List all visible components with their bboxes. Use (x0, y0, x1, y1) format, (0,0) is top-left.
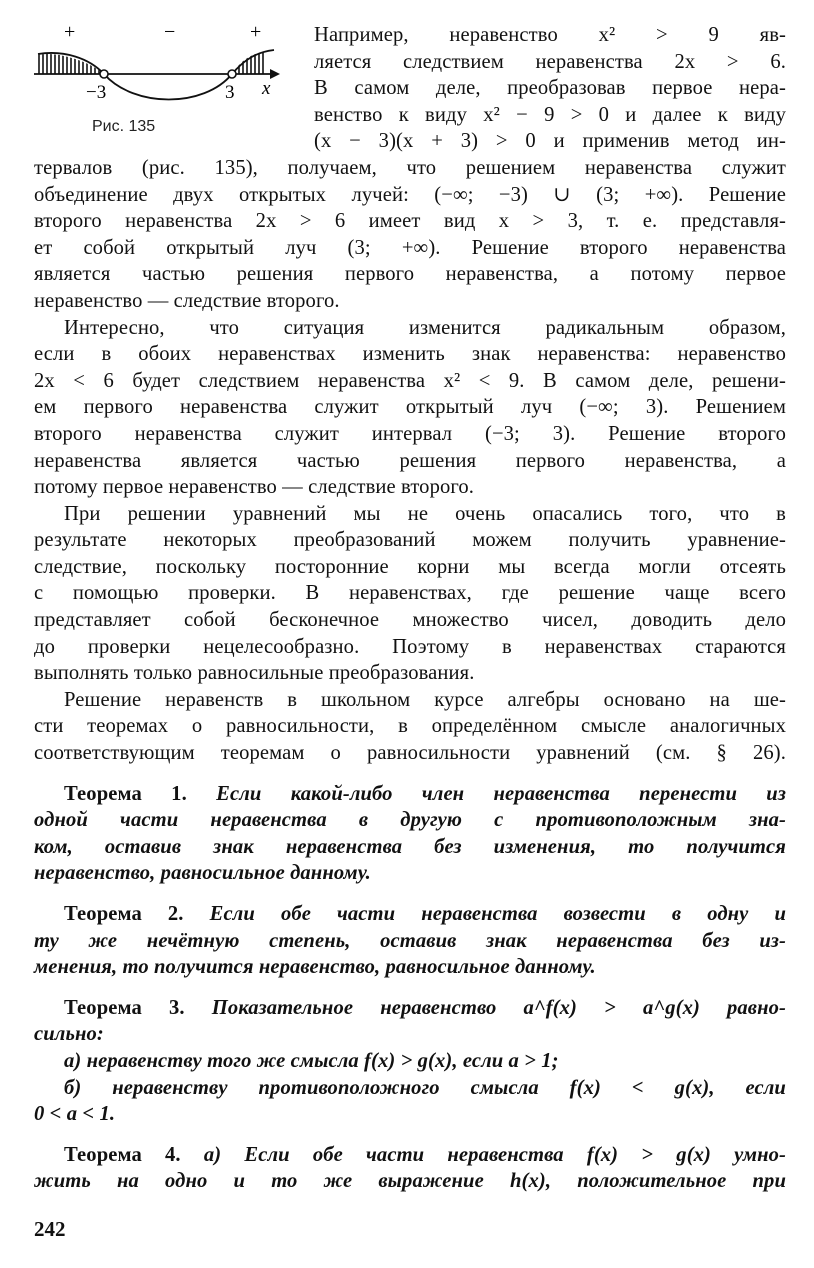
theorem-text: Если какой-либо член неравенства перенести из (216, 782, 786, 805)
text-line: неравенства является частью решения первого неравенства, а (34, 449, 786, 472)
theorem-2 (34, 901, 786, 981)
theorem-text: менения, то получится неравенство, равносильное данному. (34, 956, 596, 979)
text-line (34, 901, 786, 928)
theorem-label: Теорема 1. (64, 782, 187, 805)
paragraph-2 (34, 315, 786, 501)
theorem-item-b: б) неравенству противоположного смысла f(x) < g(x), если (64, 1076, 786, 1099)
text-line: ляется следствием неравенства 2x > 6. (314, 50, 786, 73)
figure-135 (34, 22, 284, 137)
text-line: выполнять только равносильные преобразования. (34, 662, 475, 685)
theorem-1 (34, 781, 786, 887)
point-label-right: 3 (225, 82, 235, 103)
text-line: с помощью проверки. В неравенствах, где решение чаще всего (34, 582, 786, 605)
text-line: ет собой открытый луч (3; +∞). Решение второго неравенства (34, 236, 786, 259)
open-point-right (228, 70, 236, 78)
axis-arrow-icon (270, 69, 280, 79)
text-line: если в обоих неравенствах изменить знак неравенства: неравенство (34, 343, 786, 366)
text-line: Например, неравенство x² > 9 яв- (314, 24, 786, 46)
open-point-left (100, 70, 108, 78)
intro-block (34, 22, 786, 155)
text-line: представляет собой бесконечное множество чисел, доводить дело (34, 609, 786, 632)
text-line: венство к виду x² − 9 > 0 и далее к виду (314, 103, 786, 126)
theorem-text: одной части неравенства в другую с противоположным зна- (34, 809, 786, 832)
text-line (34, 781, 786, 808)
text-line: неравенство — следствие второго. (34, 289, 340, 312)
text-line: второго неравенства 2x > 6 имеет вид x > 3, т. е. представля- (34, 210, 786, 233)
text-line: ем первого неравенства служит открытый луч (−∞; 3). Решением (34, 396, 786, 419)
paragraph-4 (34, 687, 786, 767)
text-line: является частью решения первого неравенства, а потому первое (34, 263, 786, 286)
text-line: соответствующим теоремам о равносильности уравнений (см. § 26). (34, 742, 786, 765)
text-line: Решение неравенств в школьном курсе алгебры основано на ше- (64, 688, 786, 711)
paragraph-3 (34, 501, 786, 687)
text-line: второго неравенства служит интервал (−3; 3). Решение второго (34, 422, 786, 445)
text-line (34, 1142, 786, 1169)
axis-label: x (262, 78, 271, 99)
theorem-label: Теорема 3. (64, 996, 185, 1019)
text-line: 2x < 6 будет следствием неравенства x² < 9. В самом деле, решени- (34, 369, 786, 392)
hatch-left (36, 54, 104, 74)
text-line: потому первое неравенство — следствие второго. (34, 476, 475, 499)
text-line: В самом деле, преобразовав первое нера- (314, 77, 786, 100)
sign-plus-right: + (250, 22, 262, 43)
text-line: тервалов (рис. 135), получаем, что решением неравенства служит (34, 156, 786, 179)
text-line: При решении уравнений мы не очень опасались того, что в (64, 502, 786, 525)
theorem-text: Если обе части неравенства возвести в одну и (209, 903, 787, 925)
theorem-text: Показательное неравенство a^f(x) > a^g(x) равно- (211, 996, 786, 1019)
text-line (34, 995, 786, 1022)
theorem-label: Теорема 4. (64, 1143, 181, 1166)
intro-continued (34, 155, 786, 315)
text-line: следствие, поскольку посторонние корни мы всегда могли отсеять (34, 555, 786, 578)
theorem-text: ком, оставив знак неравенства без изменения, то получится (34, 835, 786, 858)
text-line: до проверки нецелесообразно. Поэтому в неравенствах стараются (34, 635, 786, 658)
theorem-text: неравенство, равносильное данному. (34, 862, 371, 885)
figure-caption: Рис. 135 (92, 118, 156, 135)
sign-minus: − (164, 22, 176, 43)
theorem-3 (34, 995, 786, 1128)
theorem-item-b-cont: 0 < a < 1. (34, 1103, 116, 1126)
text-line: объединение двух открытых лучей: (−∞; −3) ∪ (3; +∞). Решение (34, 183, 786, 206)
theorem-text: жить на одно и то же выражение h(x), положительное при (34, 1170, 786, 1193)
theorem-4 (34, 1142, 786, 1195)
theorem-text: а) Если обе части неравенства f(x) > g(x) умно- (203, 1143, 787, 1166)
intro-right-column (314, 22, 786, 155)
text-line: сти теоремах о равносильности, в определённом смысле аналогичных (34, 715, 786, 738)
theorem-label: Теорема 2. (64, 903, 184, 925)
text-line: результате некоторых преобразований можем получить уравнение- (34, 529, 786, 552)
theorem-text: ту же нечётную степень, оставив знак неравенства без из- (34, 929, 786, 952)
interval-diagram (34, 22, 284, 118)
page-number: 242 (34, 1217, 66, 1241)
theorem-item-a: а) неравенству того же смысла f(x) > g(x), если a > 1; (64, 1049, 559, 1072)
hatch-right (232, 52, 266, 74)
sign-plus-left: + (64, 22, 76, 43)
text-line: Интересно, что ситуация изменится радикальным образом, (64, 316, 786, 339)
textbook-page (34, 22, 786, 1195)
point-label-left: −3 (86, 82, 107, 103)
theorem-text: сильно: (34, 1023, 104, 1046)
text-line: (x − 3)(x + 3) > 0 и применив метод ин- (314, 130, 786, 153)
